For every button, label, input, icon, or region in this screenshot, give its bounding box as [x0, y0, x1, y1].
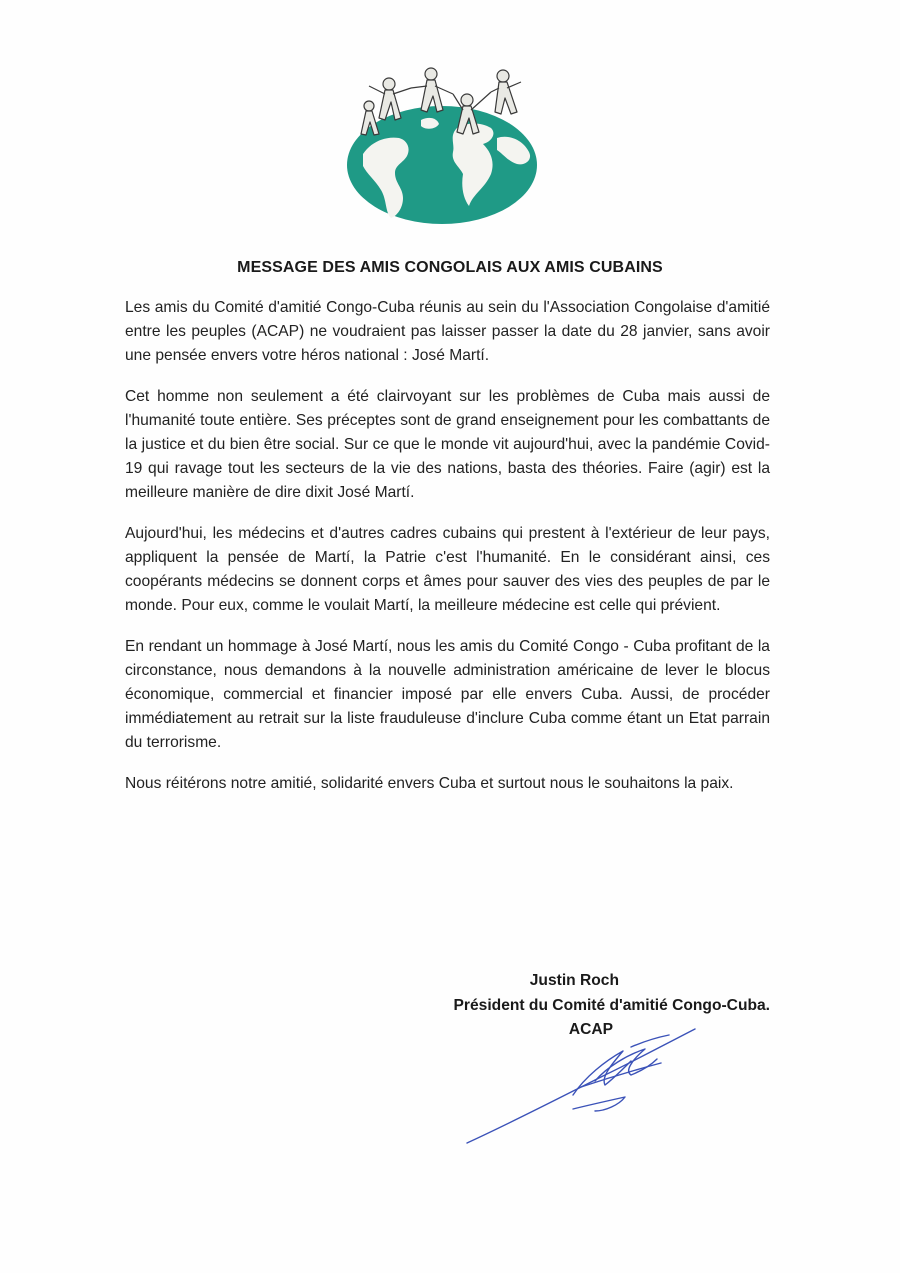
signatory-name: Justin Roch — [529, 972, 619, 989]
signatory-role: Président du Comité d'amitié Congo-Cuba. — [453, 996, 770, 1014]
paragraph-2: Cet homme non seulement a été clairvoyant sur les problèmes de Cuba mais aussi de l'humanité toute entière. Ses préceptes sont de grand enseignement pour les combattants de la justice et du bien être social. Sur ce que le monde vit aujourd'hui, avec la pandémie Covid-19 qui ravage tout les secteurs de la vie des nations, basta des théories. Faire (agir) est la meilleure manière de dire dixit José Martí. — [125, 388, 770, 501]
globe-with-dancers-icon — [345, 62, 545, 227]
signature-stroke-main — [467, 1029, 695, 1143]
paragraph-1: Les amis du Comité d'amitié Congo-Cuba réunis au sein du l'Association Congolaise d'amitié entre les peuples (ACAP) ne voudraient pas laisser passer la date du 28 janvier, sans avoir une pensée envers votre héros national : José Martí. — [125, 299, 770, 364]
signature-stroke-bottom — [573, 1097, 625, 1111]
letter-body — [125, 296, 770, 813]
paragraph-3: Aujourd'hui, les médecins et d'autres cadres cubains qui prestent à l'extérieur de leur pays, appliquent la pensée de Martí, la Patrie c'est l'humanité. En le considérant ainsi, ces coopérants médecins se donnent corps et âmes pour sauver des vies des peuples de par le monde. Pour eux, comme le voulait Martí, la meilleure médecine est celle qui prévient. — [125, 525, 770, 614]
handwritten-signature-icon — [455, 1025, 705, 1150]
paragraph-4: En rendant un hommage à José Martí, nous les amis du Comité Congo - Cuba profitant de la circonstance, nous demandons à la nouvelle administration américaine de lever le blocus économique, commercial et financier imposé par elle envers Cuba. Aussi, de procéder immédiatement au retrait sur la liste frauduleuse d'inclure Cuba comme étant un Etat parrain du terrorisme. — [125, 638, 770, 751]
letter-title: MESSAGE DES AMIS CONGOLAIS AUX AMIS CUBAINS — [237, 259, 663, 276]
signatory-org: ACAP — [568, 1021, 613, 1038]
paragraph-5: Nous réitérons notre amitié, solidarité envers Cuba et surtout nous le souhaitons la paix. — [125, 775, 734, 792]
